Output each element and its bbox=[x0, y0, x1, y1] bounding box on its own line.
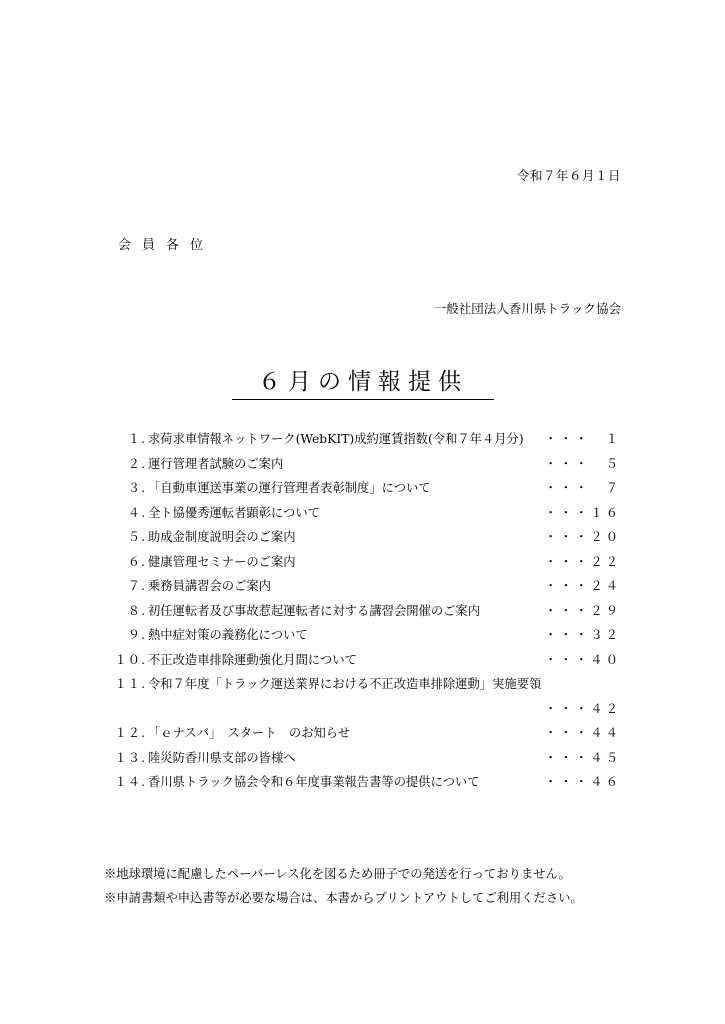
toc-item-number: １４. bbox=[114, 775, 146, 789]
toc-item-title: 全ト協優秀運転者顕彰について bbox=[148, 505, 320, 520]
toc-item-page: ・・・４０ bbox=[544, 652, 621, 667]
toc-item-number: ８. bbox=[127, 603, 146, 618]
toc-item-number: ３. bbox=[127, 481, 146, 495]
toc-item bbox=[0, 432, 725, 457]
toc-item-page: ・・・４２ bbox=[544, 701, 621, 716]
toc-item-title: 求荷求車情報ネットワーク(WebKIT)成約運賃指数(令和７年４月分) bbox=[148, 432, 524, 446]
footnote: ※地球環境に配慮したペーパーレス化を図るため冊子での発送を行っておりません。 bbox=[104, 867, 571, 881]
toc-item-page: ・・・２２ bbox=[544, 554, 621, 569]
table-of-contents bbox=[0, 432, 725, 800]
toc-item-title: 健康管理セミナーのご案内 bbox=[148, 554, 296, 569]
toc-item-page: ・・・２０ bbox=[544, 530, 621, 544]
toc-item-page: ・・・３２ bbox=[544, 628, 621, 642]
toc-item bbox=[0, 604, 725, 629]
toc-item-title: 「ｅナスバ」 スタート のお知らせ bbox=[148, 726, 351, 740]
footnotes bbox=[104, 862, 634, 910]
toc-item-continuation bbox=[0, 702, 725, 727]
toc-item bbox=[0, 481, 725, 506]
toc-item-number: ６. bbox=[127, 554, 146, 569]
toc-item-title: 熱中症対策の義務化について bbox=[148, 628, 308, 642]
toc-item bbox=[0, 751, 725, 776]
toc-item-number: ４. bbox=[127, 505, 146, 520]
document-title: ６月の情報提供 bbox=[232, 367, 494, 400]
toc-item-title: 助成金制度説明会のご案内 bbox=[148, 530, 296, 544]
footnote: ※申請書類や申込書等が必要な場合は、本書からプリントアウトしてご利用ください。 bbox=[104, 891, 583, 905]
toc-item-page: ・・・ １ bbox=[544, 432, 621, 446]
toc-item-title: 初任運転者及び事故惹起運転者に対する講習会開催のご案内 bbox=[148, 603, 481, 618]
toc-item-page: ・・・ ５ bbox=[544, 456, 621, 471]
toc-item-title: 香川県トラック協会令和６年度事業報告書等の提供について bbox=[148, 775, 480, 789]
addressee: 会員各位 bbox=[118, 238, 215, 253]
toc-item-number: １１. bbox=[114, 677, 146, 691]
toc-item-title: 乗務員講習会のご案内 bbox=[148, 579, 271, 593]
toc-item bbox=[0, 775, 725, 800]
toc-item-title: 不正改造車排除運動強化月間について bbox=[148, 652, 357, 667]
toc-item-number: ２. bbox=[127, 456, 146, 471]
toc-item bbox=[0, 457, 725, 482]
toc-item bbox=[0, 677, 725, 702]
toc-item-title: 「自動車運送事業の運行管理者表彰制度」について bbox=[148, 481, 431, 495]
toc-item bbox=[0, 628, 725, 653]
toc-item-page: ・・・４６ bbox=[544, 775, 621, 789]
toc-item-page: ・・・４５ bbox=[544, 750, 621, 765]
toc-item-title: 運行管理者試験のご案内 bbox=[148, 456, 284, 471]
toc-item-title: 令和７年度「トラック運送業界における不正改造車排除運動」実施要領 bbox=[148, 677, 542, 691]
toc-item-number: ９. bbox=[127, 628, 146, 642]
toc-item bbox=[0, 579, 725, 604]
sender-organization: 一般社団法人香川県トラック協会 bbox=[433, 301, 621, 316]
toc-item bbox=[0, 555, 725, 580]
toc-item bbox=[0, 726, 725, 751]
toc-item-title: 陸災防香川県支部の皆様へ bbox=[148, 750, 296, 765]
toc-item bbox=[0, 530, 725, 555]
toc-item-page: ・・・ ７ bbox=[544, 481, 621, 495]
toc-item bbox=[0, 653, 725, 678]
toc-item-number: １０. bbox=[114, 652, 146, 667]
toc-item-number: １２. bbox=[114, 726, 146, 740]
toc-item-number: ７. bbox=[127, 579, 146, 593]
toc-item-page: ・・・２９ bbox=[544, 603, 621, 618]
toc-item bbox=[0, 506, 725, 531]
toc-item-page: ・・・２４ bbox=[544, 579, 621, 593]
toc-item-number: １３. bbox=[114, 750, 146, 765]
toc-item-page: ・・・１６ bbox=[544, 505, 621, 520]
toc-item-number: １. bbox=[127, 432, 146, 446]
toc-item-number: ５. bbox=[127, 530, 146, 544]
issue-date: 令和７年６月１日 bbox=[516, 168, 621, 183]
toc-item-page: ・・・４４ bbox=[544, 726, 621, 740]
